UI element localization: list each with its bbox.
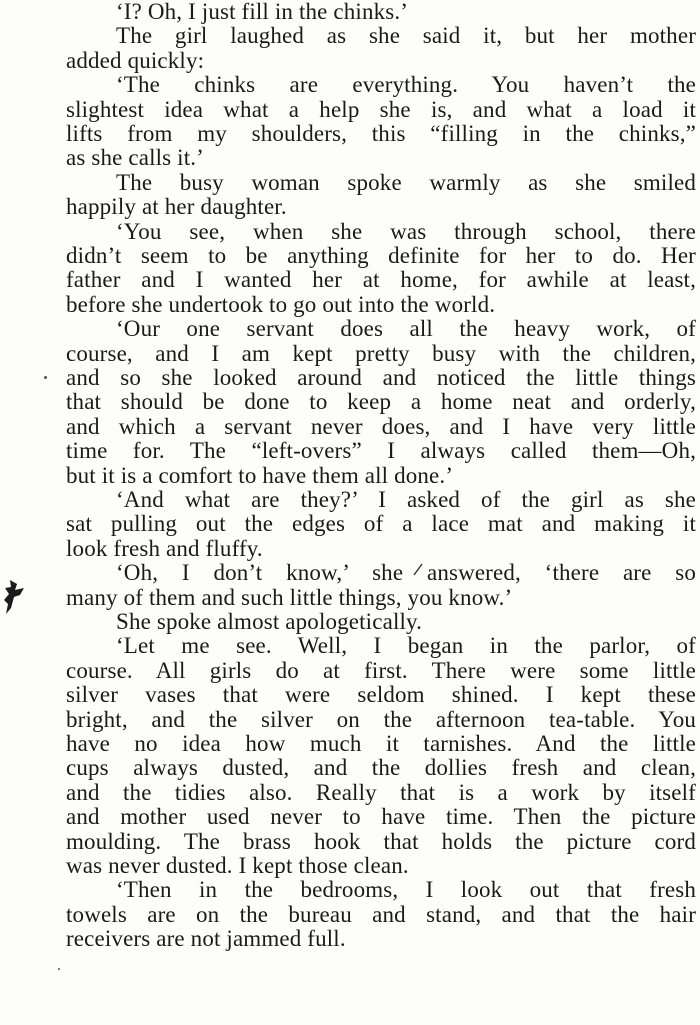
text-line: and so she looked around and noticed the little things [66,365,696,391]
text-line: sat pulling out the edges of a lace mat and making it [66,511,696,537]
text-line: bright, and the silver on the afternoon tea-table. You [66,706,696,732]
text-line: moulding. The brass hook that holds the picture cord [66,828,696,854]
text-line: that should be done to keep a home neat and orderly, [66,389,696,415]
text-line: The busy woman spoke warmly as she smiled [116,169,696,195]
text-line: ‘I? Oh, I just fill in the chinks.’ [116,0,409,24]
text-line: was never dusted. I kept those clean. [66,853,409,879]
text-line: towels are on the bureau and stand, and that the hair [66,901,696,927]
text-line: course. All girls do at first. There were some little [66,657,696,683]
text-line: ‘Let me see. Well, I began in the parlor, of [116,633,696,659]
text-line: slightest idea what a help she is, and what a load it [66,96,696,122]
text-line: receivers are not jammed full. [66,926,346,952]
text-line: before she undertook to go out into the world. [66,291,496,317]
text-line: ‘The chinks are everything. You haven’t the [116,72,696,98]
text-line: and mother used never to have time. Then the picture [66,804,696,830]
text-line: silver vases that were seldom shined. I kept these [66,682,696,708]
dust-speck [58,968,60,970]
text-line: added quickly: [66,47,205,73]
text-line: ‘Then in the bedrooms, I look out that fresh [116,877,696,903]
text-line: and the tidies also. Really that is a work by itself [66,779,696,805]
text-line: lifts from my shoulders, this “filling in the chinks,” [66,121,696,146]
text-line: time for. The “left-overs” I always called them—Oh, [66,438,696,464]
text-line: ‘You see, when she was through school, there [116,218,696,244]
body-text [66,0,696,952]
text-line: didn’t seem to be anything definite for her to do. Her [66,243,696,268]
text-line: happily at her daughter. [66,194,287,220]
text-line: but it is a comfort to have them all done.’ [66,462,454,488]
text-line: father and I wanted her at home, for awhile at least, [66,267,696,293]
text-line: ‘Our one servant does all the heavy work, of [116,316,696,342]
ink-blot-mark [2,578,28,616]
text-line: ‘Oh, I don’t know,’ she answered, ‘there are so [116,560,696,586]
text-line: have no idea how much it tarnishes. And the little [66,731,696,757]
text-line: The girl laughed as she said it, but her mother [116,23,696,49]
text-line: as she calls it.’ [66,145,204,171]
text-line: and which a servant never does, and I have very little [66,413,696,439]
text-line: course, and I am kept pretty busy with the children, [66,340,696,366]
text-line: ‘And what are they?’ I asked of the girl as she [116,487,696,513]
text-line: She spoke almost apologetically. [116,609,423,635]
text-line: many of them and such little things, you know.’ [66,584,513,610]
text-line: cups always dusted, and the dollies fresh and clean, [66,755,696,781]
dust-speck [44,376,47,379]
text-line: look fresh and fluffy. [66,535,263,561]
stray-mark [412,563,424,577]
